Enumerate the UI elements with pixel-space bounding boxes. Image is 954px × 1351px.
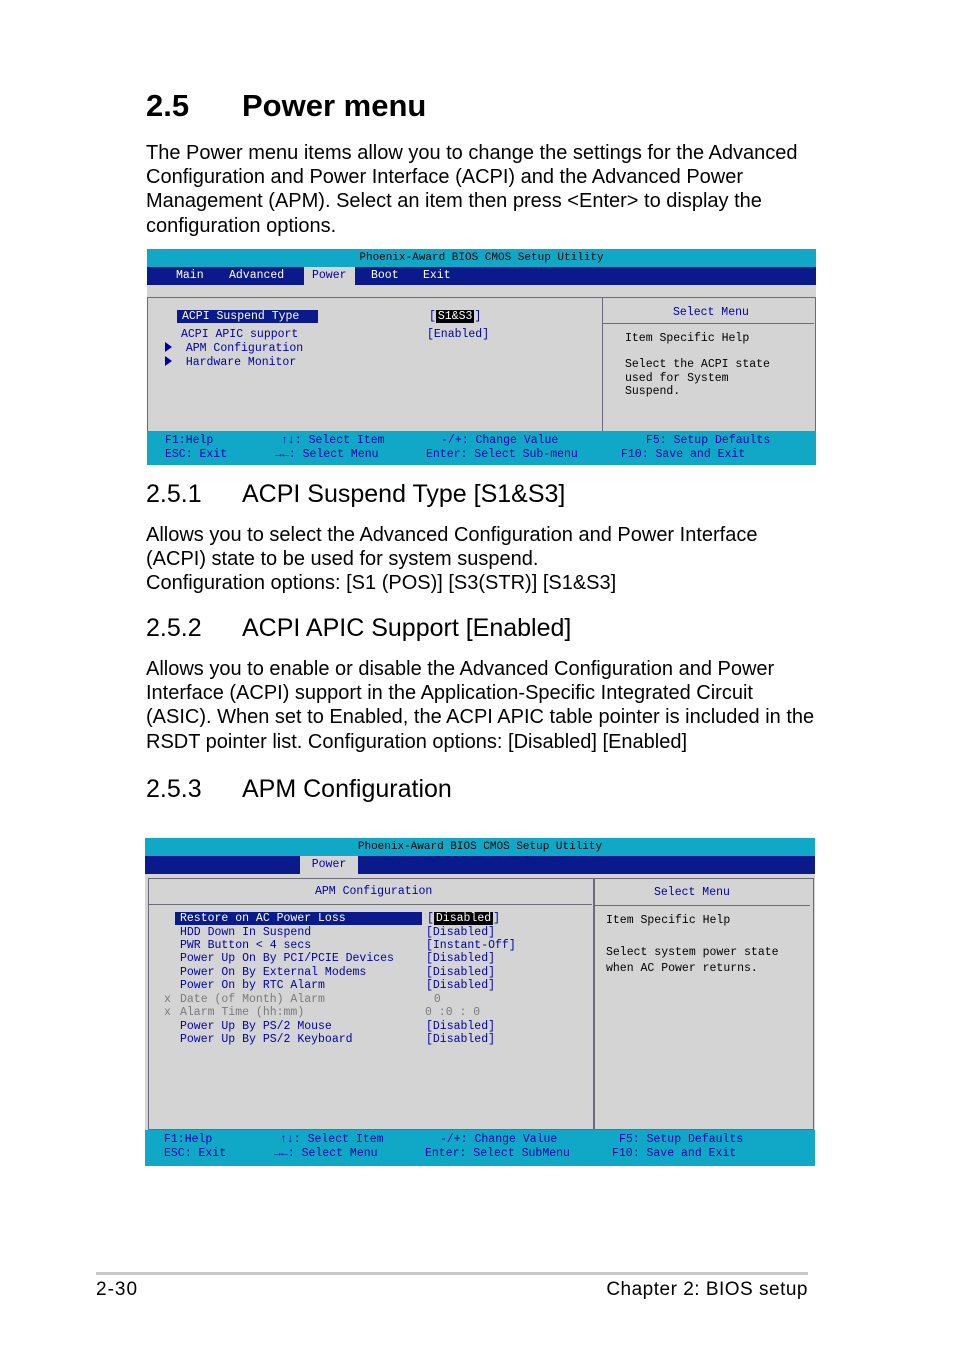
bios-menubar <box>147 267 816 285</box>
bios-value-hdd-down-in-suspend[interactable]: [Disabled] <box>426 926 496 939</box>
key-f1-help: F1:Help <box>164 1133 213 1146</box>
bios-value-acpi-apic-support[interactable]: [Enabled] <box>427 328 490 341</box>
key-change-value: -/+: Change Value <box>440 1133 558 1146</box>
help-divider <box>595 905 810 906</box>
bios-title: Phoenix-Award BIOS CMOS Setup Utility <box>147 249 816 267</box>
key-esc-exit: ESC: Exit <box>164 1147 227 1160</box>
subsection-title: ACPI Suspend Type [S1&S3] <box>242 480 566 508</box>
intro-line: Management (APM). Select an item then press <Enter> to display the <box>146 190 762 213</box>
help-line: when AC Power returns. <box>606 962 758 975</box>
help-line: Select system power state <box>606 946 779 959</box>
value-bracket: ] <box>474 310 482 323</box>
bios-item-power-up-pci-pcie[interactable]: Power Up On By PCI/PCIE Devices <box>180 952 394 965</box>
subsection-number: 2.5.3 <box>146 775 202 803</box>
paragraph-line: Configuration options: [S1 (POS)] [S3(STR)] [S1&S3] <box>146 572 617 595</box>
paragraph-line: Interface (ACPI) support in the Application-Specific Integrated Circuit <box>146 682 753 705</box>
bios-value-power-up-ps2-keyboard[interactable]: [Disabled] <box>426 1033 496 1046</box>
bios-keybar <box>147 431 816 465</box>
bios-item-hdd-down-in-suspend[interactable]: HDD Down In Suspend <box>180 926 312 939</box>
paragraph-line: Allows you to enable or disable the Advanced Configuration and Power <box>146 658 775 680</box>
key-esc-exit: ESC: Exit <box>165 448 228 461</box>
subsection-number: 2.5.1 <box>146 480 202 508</box>
help-heading: Item Specific Help <box>625 332 750 345</box>
submenu-arrow-icon <box>165 342 172 352</box>
section-number: 2.5 <box>146 88 190 123</box>
bios-value-pwr-button[interactable]: [Instant-Off] <box>426 939 516 952</box>
key-select-menu: →←: Select Menu <box>275 448 379 461</box>
chapter-title: Chapter 2: BIOS setup <box>606 1279 808 1300</box>
bios-item-date-alarm-disabled-marker: x <box>164 993 171 1006</box>
bios-item-alarm-time-disabled-marker: x <box>164 1006 171 1019</box>
submenu-label: Hardware Monitor <box>185 356 297 369</box>
key-select-submenu: Enter: Select SubMenu <box>425 1147 570 1160</box>
bios-item-acpi-apic-support[interactable]: ACPI APIC support <box>181 328 299 341</box>
panel-title-divider <box>149 904 592 905</box>
intro-paragraph <box>146 141 826 238</box>
bios-item-power-on-external-modems[interactable]: Power On By External Modems <box>180 966 367 979</box>
bios-value-restore-on-ac-power-loss[interactable]: [ Disabled ] <box>427 912 501 925</box>
bios-value-power-up-ps2-mouse[interactable]: [Disabled] <box>426 1020 496 1033</box>
bios-value-power-on-rtc-alarm[interactable]: [Disabled] <box>426 979 496 992</box>
bios-screen-power <box>147 249 816 465</box>
bios-item-acpi-suspend-type[interactable]: ACPI Suspend Type <box>177 310 318 323</box>
menu-tab-exit[interactable]: Exit <box>423 269 451 282</box>
panel-title: APM Configuration <box>315 885 433 898</box>
bios-item-date-alarm: Date (of Month) Alarm <box>180 993 325 1006</box>
bios-value-power-up-pci-pcie[interactable]: [Disabled] <box>426 952 496 965</box>
paragraph-line: (ACPI) state to be used for system suspend. <box>146 548 539 571</box>
help-heading: Item Specific Help <box>606 914 731 927</box>
subsection-heading <box>146 614 571 643</box>
help-line: used for System <box>625 372 729 385</box>
bios-keybar <box>145 1130 815 1166</box>
bios-item-restore-on-ac-power-loss[interactable]: Restore on AC Power Loss <box>175 912 422 925</box>
key-select-submenu: Enter: Select Sub-menu <box>426 448 578 461</box>
subsection-heading <box>146 775 452 804</box>
menu-tab-power[interactable]: Power <box>300 856 358 874</box>
key-setup-defaults: F5: Setup Defaults <box>619 1133 744 1146</box>
paragraph-line: (ASIC). When set to Enabled, the ACPI APIC table pointer is included in the <box>146 706 815 729</box>
intro-line: Configuration and Power Interface (ACPI) and the Advanced Power <box>146 166 744 189</box>
bios-item-power-up-ps2-mouse[interactable]: Power Up By PS/2 Mouse <box>180 1020 332 1033</box>
key-setup-defaults: F5: Setup Defaults <box>646 434 771 447</box>
intro-line: configuration options. <box>146 214 337 237</box>
bios-item-hardware-monitor[interactable] <box>165 356 296 369</box>
menu-tab-main[interactable]: Main <box>176 269 204 282</box>
menu-tab-boot[interactable]: Boot <box>371 269 399 282</box>
subsection-number: 2.5.2 <box>146 614 202 642</box>
value-selected: Disabled <box>435 912 492 925</box>
key-save-exit: F10: Save and Exit <box>621 448 746 461</box>
submenu-arrow-icon <box>165 356 172 366</box>
subsection-title: ACPI APIC Support [Enabled] <box>242 614 572 642</box>
help-line: Select the ACPI state <box>625 358 770 371</box>
subsection-paragraph <box>146 657 826 754</box>
key-f1-help: F1:Help <box>165 434 214 447</box>
paragraph-line: RSDT pointer list. Configuration options: [Disabled] [Enabled] <box>146 730 688 753</box>
bios-value-power-on-external-modems[interactable]: [Disabled] <box>426 966 496 979</box>
bios-value-acpi-suspend-type[interactable] <box>429 310 481 323</box>
bios-menubar <box>145 856 815 874</box>
subsection-paragraph <box>146 523 826 596</box>
bios-screen-apm <box>145 838 815 1166</box>
subsection-title: APM Configuration <box>242 775 452 803</box>
bios-item-alarm-time: Alarm Time (hh:mm) <box>180 1006 305 1019</box>
bios-value-date-alarm: 0 <box>427 993 441 1006</box>
subsection-heading <box>146 480 565 509</box>
bios-item-power-up-ps2-keyboard[interactable]: Power Up By PS/2 Keyboard <box>180 1033 353 1046</box>
bios-value-alarm-time: 0 :0 : 0 <box>425 1006 481 1019</box>
section-title: Power menu <box>242 88 427 123</box>
help-title: Select Menu <box>654 886 730 899</box>
page-number: 2-30 <box>96 1279 139 1300</box>
key-change-value: -/+: Change Value <box>441 434 559 447</box>
intro-line: The Power menu items allow you to change the settings for the Advanced <box>146 142 798 164</box>
bios-title: Phoenix-Award BIOS CMOS Setup Utility <box>145 838 815 856</box>
menu-tab-advanced[interactable]: Advanced <box>229 269 285 282</box>
submenu-label: APM Configuration <box>185 342 304 355</box>
paragraph-line: Allows you to select the Advanced Configuration and Power Interface <box>146 524 758 546</box>
value-bracket: [ <box>429 310 436 323</box>
value-selected: S1&S3 <box>437 310 473 323</box>
bios-item-apm-configuration[interactable] <box>165 342 303 355</box>
key-save-exit: F10: Save and Exit <box>612 1147 737 1160</box>
key-select-menu: →←: Select Menu <box>274 1147 378 1160</box>
section-heading <box>146 88 426 124</box>
help-line: Suspend. <box>625 385 681 398</box>
bios-item-pwr-button[interactable]: PWR Button < 4 secs <box>180 939 312 952</box>
help-title: Select Menu <box>673 306 749 319</box>
key-select-item: ↑↓: Select Item <box>280 1133 384 1146</box>
help-divider <box>603 323 814 324</box>
key-select-item: ↑↓: Select Item <box>281 434 385 447</box>
bios-item-power-on-rtc-alarm[interactable]: Power On by RTC Alarm <box>180 979 325 992</box>
menu-tab-power[interactable]: Power <box>304 267 355 285</box>
footer-rule <box>96 1272 808 1275</box>
